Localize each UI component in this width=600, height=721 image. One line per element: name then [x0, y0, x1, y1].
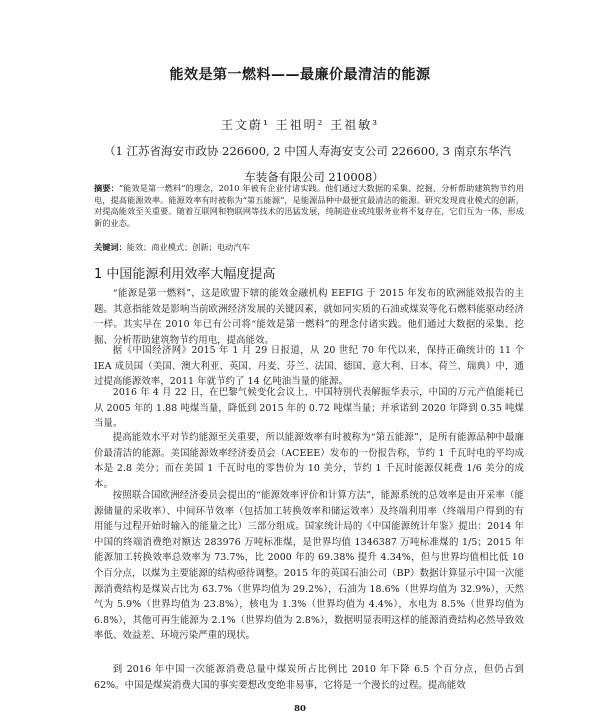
paragraph-1: “能源是第一燃料”，这是欧盟下辖的能效金融机构 EEFIG 于 2015 年发布的欧洲能效报告的主题。其意指能效是影响当前欧洲经济发展的关键因素，就如同实质的石油或煤炭等化石燃料能驱动经济一样。其实早在 2010 年已有公司将“能效是第一燃料”的理念付诸实践。他们通过大数据的采集、挖掘、分析帮助建筑物节约用电，提高能效。 [94, 288, 524, 346]
abstract [94, 183, 524, 229]
paper-title: 能效是第一燃料——最廉价最清洁的能源 [169, 67, 431, 83]
abstract-label: 摘要： [94, 183, 119, 193]
keywords [94, 242, 524, 253]
paragraph-2: 据《中国经济网》2015 年 1 月 29 日报道，从 20 世纪 70 年代以来，保持正确统计的 11 个 IEA 成员国（美国、澳大利亚、英国、丹麦、芬兰、法国、德国、意大利、日本、荷兰、瑞典）中，通过提高能源效率，2011 年就节约了 14 亿吨油当量的能源。 [94, 345, 524, 388]
author-list: 王文蔚¹ 王祖明² 王祖敏³ [220, 118, 380, 132]
paragraph-6: 到 2016 年中国一次能源消费总量中煤炭所占比例比 2010 年下降 6.5 个百分点，但仍占到 62%。中国是煤炭消费大国的事实要想改变绝非易事，它将是一个漫长的过程。提高能效 [94, 664, 524, 691]
affiliation-line-2: 车装备有限公司 210008） [244, 170, 384, 184]
paragraph-5: 按照联合国欧洲经济委员会提出的“能源效率评价和计算方法”，能源系统的总效率是由开采率（能源储量的采收率）、中间环节效率（包括加工转换效率和储运效率）及终端利用率（终端用户得到的有用能与过程开始时输入的能量之比）三部分组成。国家统计局的《中国能源统计年鉴》提出：2014 年中国的终端消费绝对额达 283976 万吨标准煤，是世界均值 1346387 万吨标准煤的 1/5；2015 年能源加工转换效率总效率为 73.7%，比 2000 年的 69.38% 提升 4.34%，但与世界均值相比低 10 个百分点，以煤为主要能源的结构亟待调整。2015 年的英国石油公司（BP）数据计算显示中国一次能源消费结构是煤炭占比为 63.7%（世界均值为 29.2%），石油为 18.6%（世界均值为 32.9%），天然气为 5.9%（世界均值为 23.8%），核电为 1.3%（世界均值为 4.4%），水电为 8.5%（世界均值为 6.8%），其他可再生能源为 2.1%（世界均值为 2.8%），数据明显表明这样的能源消费结构必然导致效率低、效益差、环境污染严重的现状。 [94, 490, 524, 642]
section-heading: 1 中国能源利用效率大幅度提高 [94, 267, 276, 282]
keywords-label: 关键词： [94, 242, 127, 252]
page-number: 80 [294, 704, 306, 714]
paragraph-3: 2016 年 4 月 22 日，在巴黎气候变化会议上，中国特别代表解振华表示，中国的万元产值能耗已从 2005 年的 1.88 吨煤当量，降低到 2015 年的 0.72 吨煤当量；并承诺到 2020 年降到 0.35 吨煤当量。 [94, 387, 524, 430]
affiliation-line-1: （1 江苏省海安市政协 226600, 2 中国人寿海安支公司 226600, 3 南京东华汽 [104, 144, 512, 158]
abstract-text: “能效是第一燃料”的理念，2010 年被有企业付诸实践。他们通过大数据的采集、挖掘、分析帮助建筑物节约用电，提高能源效率。能源效率有时被称为“第五能源”，是能源品种中最便宜最清洁的能源。研究发现商业模式的创新，对提高能效至关重要。随着互联网和物联网等技术的迅猛发展，纯制造业或纯服务业将不复存在，它们互为一体，形成新的业态。 [94, 183, 524, 228]
paragraph-4: 提高能效水平对节约能源至关重要，所以能源效率有时被称为“第五能源”，是所有能源品种中最廉价最清洁的能源。美国能源效率经济委员会（ACEEE）发布的一份报告称，节约 1 千瓦时电的平均成本是 2.8 美分；而在美国 1 千瓦时电的零售价为 10 美分，节约 1 千瓦时能源仅耗费 1/6 美分的成本。 [94, 432, 524, 490]
keywords-text: 能效；商业模式；创新；电动汽车 [126, 242, 250, 252]
